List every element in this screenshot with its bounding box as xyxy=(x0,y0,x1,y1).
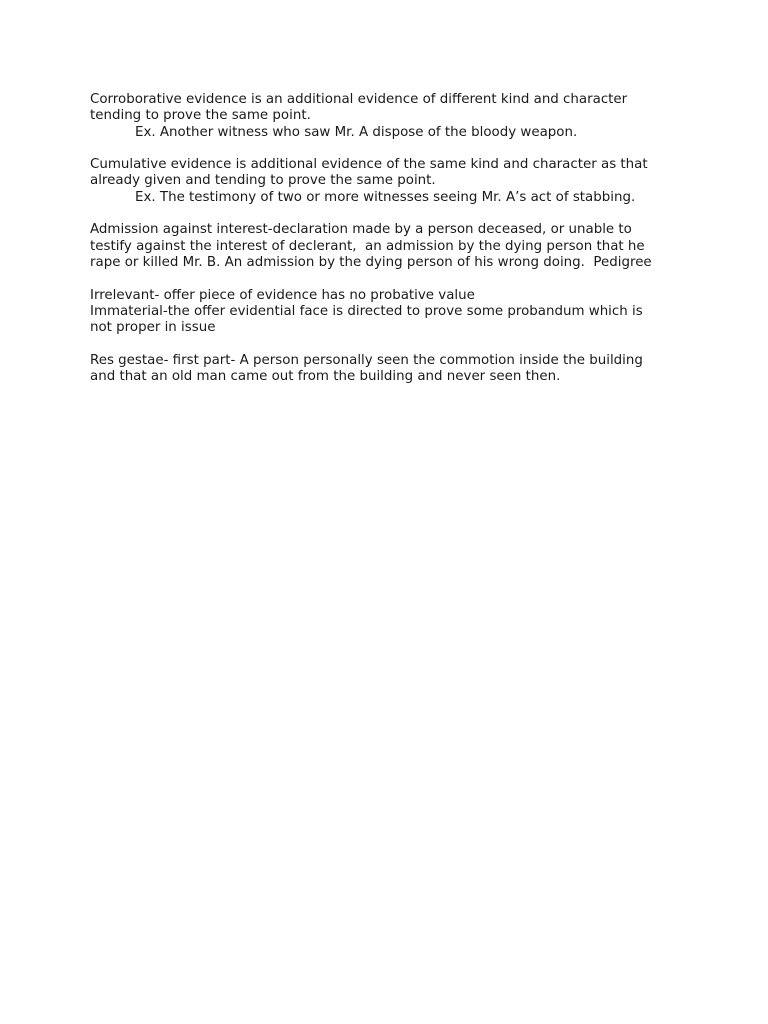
text-line: not proper in issue xyxy=(90,320,216,336)
paragraph-corroborative-evidence xyxy=(90,92,690,141)
paragraph-cumulative-evidence xyxy=(90,157,690,206)
text-line: Irrelevant- offer piece of evidence has no probative value xyxy=(90,287,475,303)
paragraph-admission-against-interest xyxy=(90,222,690,271)
text-line: tending to prove the same point. xyxy=(90,108,311,124)
paragraph-res-gestae xyxy=(90,353,690,386)
text-line: Corroborative evidence is an additional evidence of different kind and character xyxy=(90,92,628,107)
text-line: testify against the interest of declerant, an admission by the dying person that he xyxy=(90,238,645,254)
text-line: Immaterial-the offer evidential face is directed to prove some probandum which is xyxy=(90,303,643,319)
text-line: and that an old man came out from the building and never seen then. xyxy=(90,369,561,385)
text-line: already given and tending to prove the same point. xyxy=(90,173,436,189)
text-line: Res gestae- first part- A person personally seen the commotion inside the building xyxy=(90,352,643,368)
paragraph-irrelevant-immaterial xyxy=(90,288,690,337)
example-line: Ex. The testimony of two or more witnesses seeing Mr. A’s act of stabbing. xyxy=(135,189,636,205)
text-line: Admission against interest-declaration made by a person deceased, or unable to xyxy=(90,222,632,238)
example-line: Ex. Another witness who saw Mr. A dispose of the bloody weapon. xyxy=(135,124,578,140)
document-page xyxy=(90,92,690,402)
text-line: rape or killed Mr. B. An admission by the dying person of his wrong doing. Pedigree xyxy=(90,254,652,270)
text-line: Cumulative evidence is additional evidence of the same kind and character as that xyxy=(90,157,648,173)
